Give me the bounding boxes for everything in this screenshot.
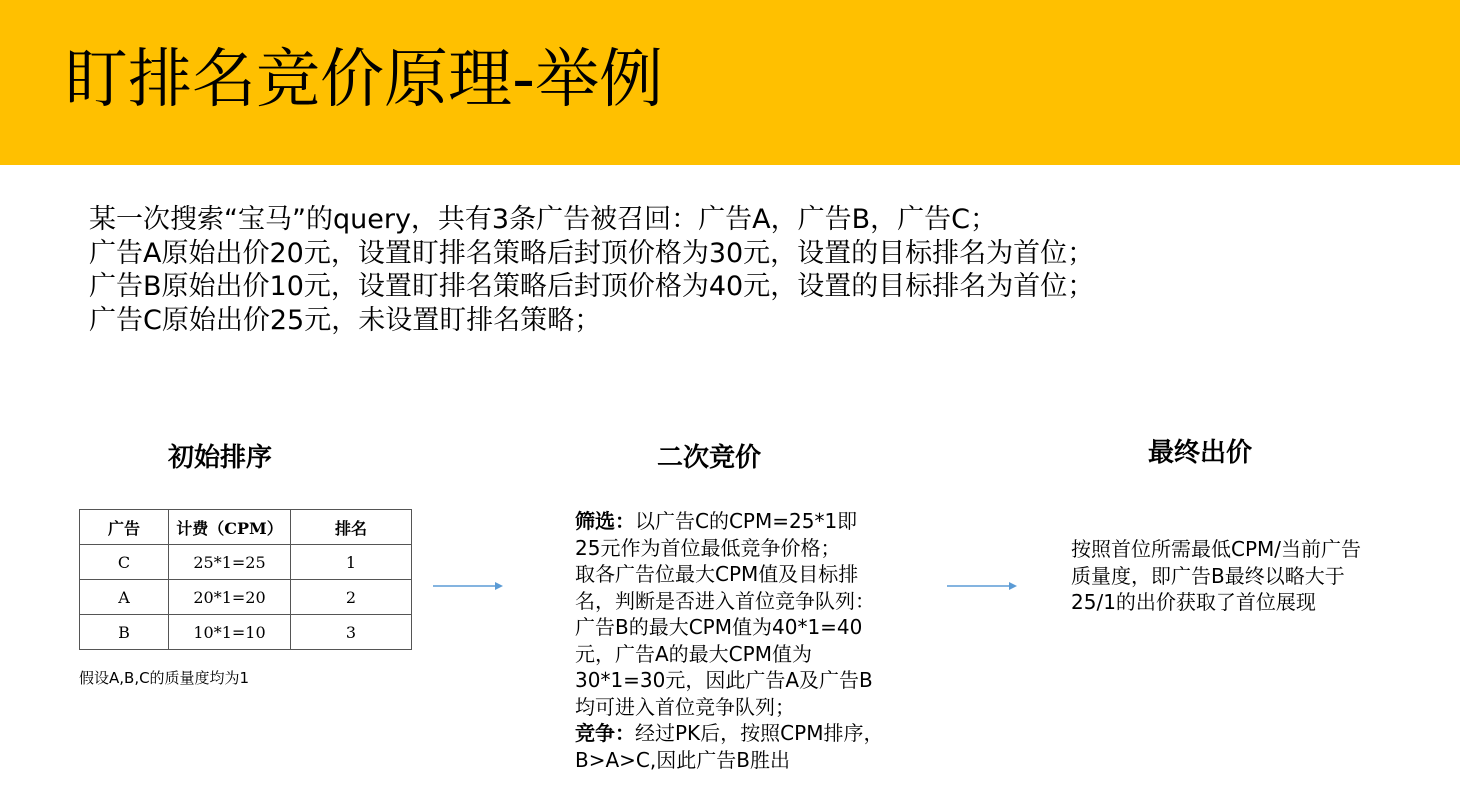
initial-ranking-table	[79, 509, 412, 650]
text-line: 名，判断是否进入首位竞争队列：	[575, 588, 875, 613]
text-line: 取各广告位最大CPM值及目标排	[575, 562, 859, 586]
filter-label: 筛选：	[575, 509, 635, 533]
table-cell: 1	[291, 545, 412, 580]
table-header-row	[80, 510, 412, 545]
intro-line: 广告B原始出价10元，设置盯排名策略后封顶价格为40元，设置的目标排名为首位；	[89, 271, 1095, 302]
table-cell: 3	[291, 615, 412, 650]
text-line: 25/1的出价获取了首位展现	[1071, 590, 1316, 614]
quality-score-note: 假设A,B,C的质量度均为1	[79, 669, 250, 687]
slide-title: 盯排名竞价原理-举例	[64, 43, 664, 117]
text-line: 均可进入首位竞争队列；	[575, 694, 795, 719]
text-line: B>A>C,因此广告B胜出	[575, 747, 790, 772]
table-row	[80, 580, 412, 615]
table-cell: C	[80, 545, 169, 580]
table-row	[80, 615, 412, 650]
text-line: 按照首位所需最低CPM/当前广告	[1071, 537, 1362, 561]
text-span: 以广告C的CPM=25*1即	[635, 509, 858, 533]
right-arrow-icon	[947, 579, 1019, 593]
text-line	[575, 720, 915, 747]
text-line: 广告B的最大CPM值为40*1=40	[575, 615, 863, 639]
table-cell: 25*1=25	[169, 545, 291, 580]
table-cell: B	[80, 615, 169, 650]
final-bid-text	[1071, 536, 1361, 616]
right-arrow-icon	[433, 579, 505, 593]
table-cell: 2	[291, 580, 412, 615]
intro-text	[89, 203, 1094, 337]
intro-line: 广告A原始出价20元，设置盯排名策略后封顶价格为30元，设置的目标排名为首位；	[89, 237, 1095, 269]
compete-label: 竞争：	[575, 721, 635, 745]
intro-line: 广告C原始出价25元，未设置盯排名策略；	[89, 304, 602, 336]
table-header-cpm: 计费（CPM）	[169, 510, 291, 545]
text-line: 30*1=30元，因此广告A及广告B	[575, 668, 873, 692]
table-header-rank: 排名	[291, 510, 412, 545]
text-line: 质量度，即广告B最终以略大于	[1071, 563, 1345, 588]
table-cell: A	[80, 580, 169, 615]
second-bidding-heading: 二次竞价	[656, 443, 761, 473]
text-line	[575, 508, 915, 535]
final-bid-heading: 最终出价	[1147, 438, 1252, 468]
text-line: 25元作为首位最低竞争价格；	[575, 535, 841, 560]
table-cell: 10*1=10	[169, 615, 291, 650]
second-bidding-text	[575, 508, 915, 773]
table-header-ad: 广告	[80, 510, 169, 545]
table-cell: 20*1=20	[169, 580, 291, 615]
title-band	[0, 0, 1460, 165]
intro-line: 某一次搜索“宝马”的query，共有3条广告被召回：广告A，广告B，广告C；	[89, 204, 997, 235]
initial-ranking-heading: 初始排序	[167, 443, 272, 473]
table-row	[80, 545, 412, 580]
text-line: 元，广告A的最大CPM值为	[575, 641, 812, 666]
text-span: 经过PK后，按照CPM排序，	[635, 721, 884, 745]
